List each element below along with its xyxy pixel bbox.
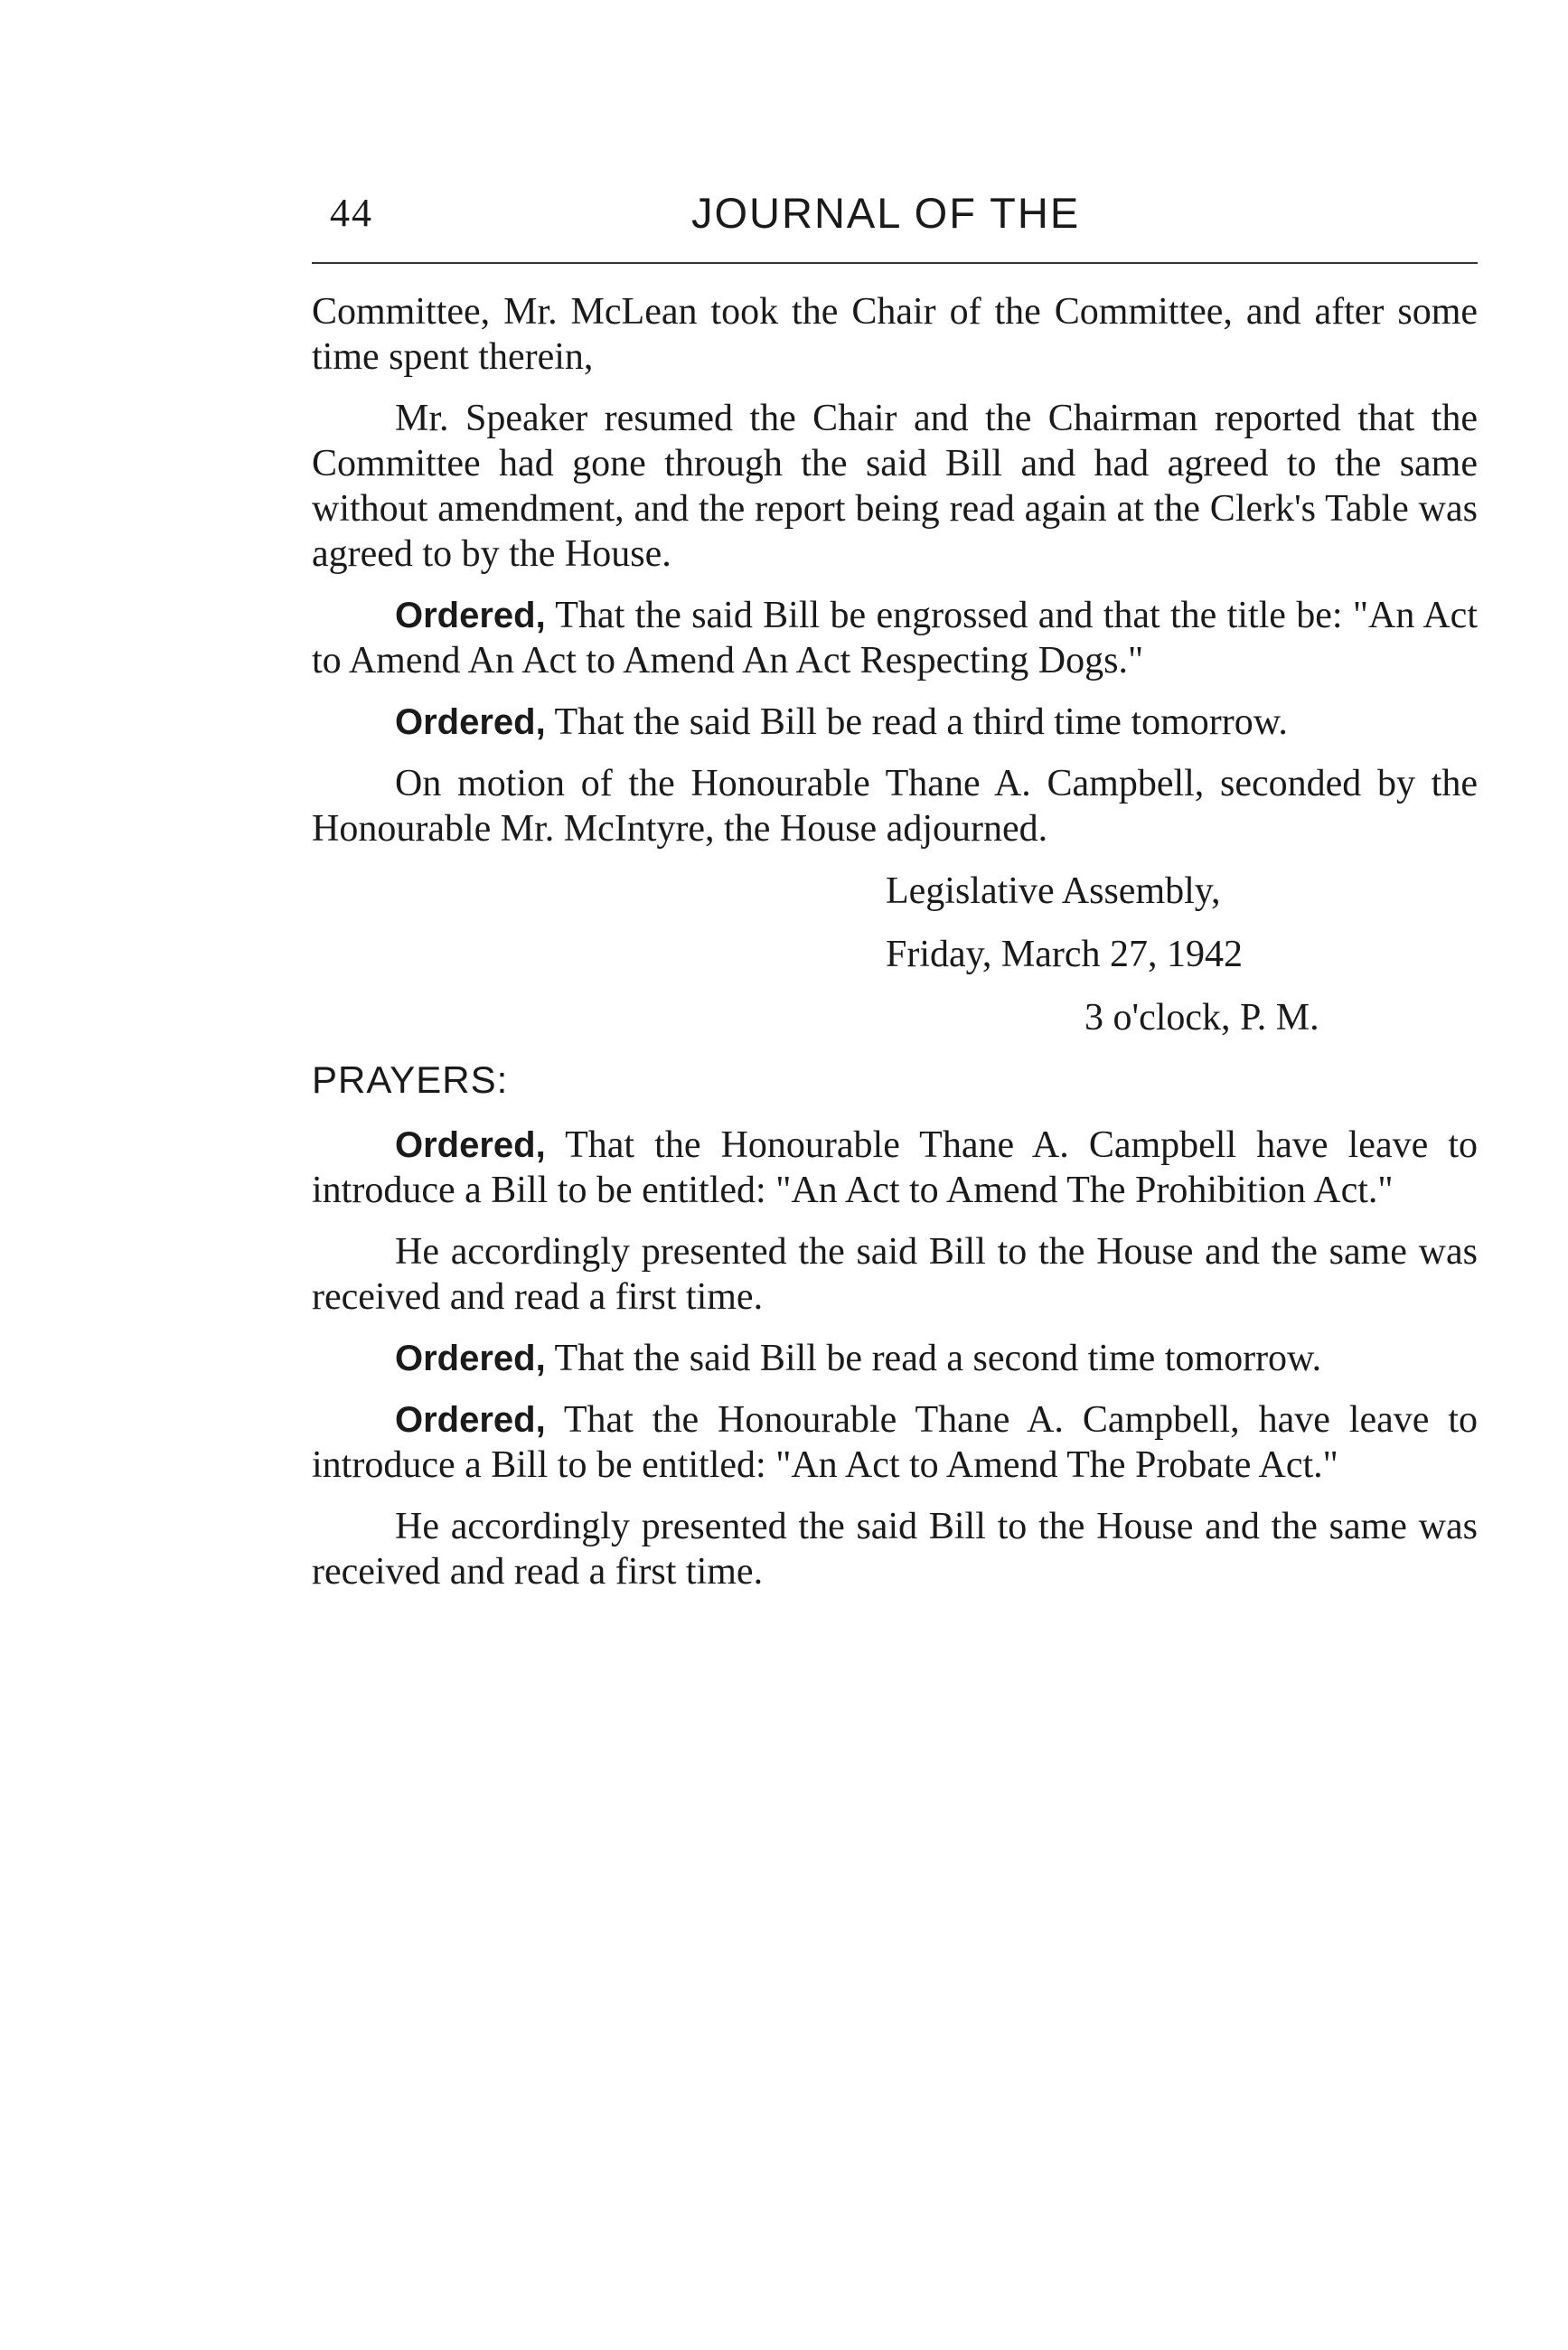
- paragraph-text: Mr. Speaker resumed the Chair and the Chairman reported that the Committee had gone through the said Bill and had agreed to the same without amendment, and the report being read again at the Clerk's Table was agreed to by the House.: [312, 398, 1478, 575]
- ordered-label: Ordered,: [395, 1400, 546, 1440]
- ordered-label: Ordered,: [395, 702, 546, 742]
- paragraph-text: That the said Bill be engrossed and that the title be: "An Act to Amend An Act to Amend An Act Respecting Dogs.": [312, 595, 1478, 682]
- paragraph-text: That the Honourable Thane A. Campbell, have leave to introduce a Bill to be entitled: "An Act to Amend The Probate Act.": [312, 1399, 1478, 1486]
- paragraph-text: That the said Bill be read a third time tomorrow.: [554, 701, 1288, 743]
- paragraph-ordered-probate-bill: [312, 1397, 1478, 1488]
- paragraph-speaker-report: [312, 396, 1478, 577]
- paragraph-ordered-third-reading: [312, 700, 1478, 745]
- paragraph-text: On motion of the Honourable Thane A. Campbell, seconded by the Honourable Mr. McIntyre, the House adjourned.: [312, 763, 1478, 850]
- header-rule: [312, 262, 1478, 264]
- paragraph-presented-probate: [312, 1504, 1478, 1594]
- paragraph-ordered-engrossed: [312, 593, 1478, 683]
- dateline-date: Friday, March 27, 1942: [886, 934, 1244, 975]
- paragraph-ordered-prohibition-bill: [312, 1123, 1478, 1213]
- sitting-dateline: [312, 868, 1478, 1041]
- paragraph-text: He accordingly presented the said Bill to the House and the same was received and read a first time.: [312, 1231, 1478, 1318]
- journal-body: [312, 289, 1478, 1611]
- page-number: 44: [330, 191, 373, 235]
- ordered-label: Ordered,: [395, 1125, 546, 1165]
- ordered-label: Ordered,: [395, 1339, 546, 1378]
- paragraph-committee: [312, 289, 1478, 380]
- paragraph-text: That the said Bill be read a second time tomorrow.: [554, 1338, 1322, 1379]
- ordered-label: Ordered,: [395, 596, 546, 635]
- section-heading-prayers: PRAYERS:: [312, 1058, 509, 1101]
- dateline-time: 3 o'clock, P. M.: [1084, 997, 1319, 1039]
- paragraph-text: Committee, Mr. McLean took the Chair of the Committee, and after some time spent therein,: [312, 291, 1478, 378]
- paragraph-presented-prohibition: [312, 1229, 1478, 1320]
- paragraph-ordered-second-reading: [312, 1336, 1478, 1381]
- journal-page: [312, 172, 1479, 1593]
- paragraph-adjourned: [312, 761, 1478, 851]
- paragraph-text: He accordingly presented the said Bill to the House and the same was received and read a first time.: [312, 1506, 1478, 1593]
- page-header: [312, 172, 1478, 253]
- running-head: JOURNAL OF THE: [691, 189, 1081, 237]
- dateline-assembly: Legislative Assembly,: [886, 870, 1221, 912]
- paragraph-text: That the Honourable Thane A. Campbell have leave to introduce a Bill to be entitled: "An Act to Amend The Prohibition Act.": [312, 1124, 1479, 1211]
